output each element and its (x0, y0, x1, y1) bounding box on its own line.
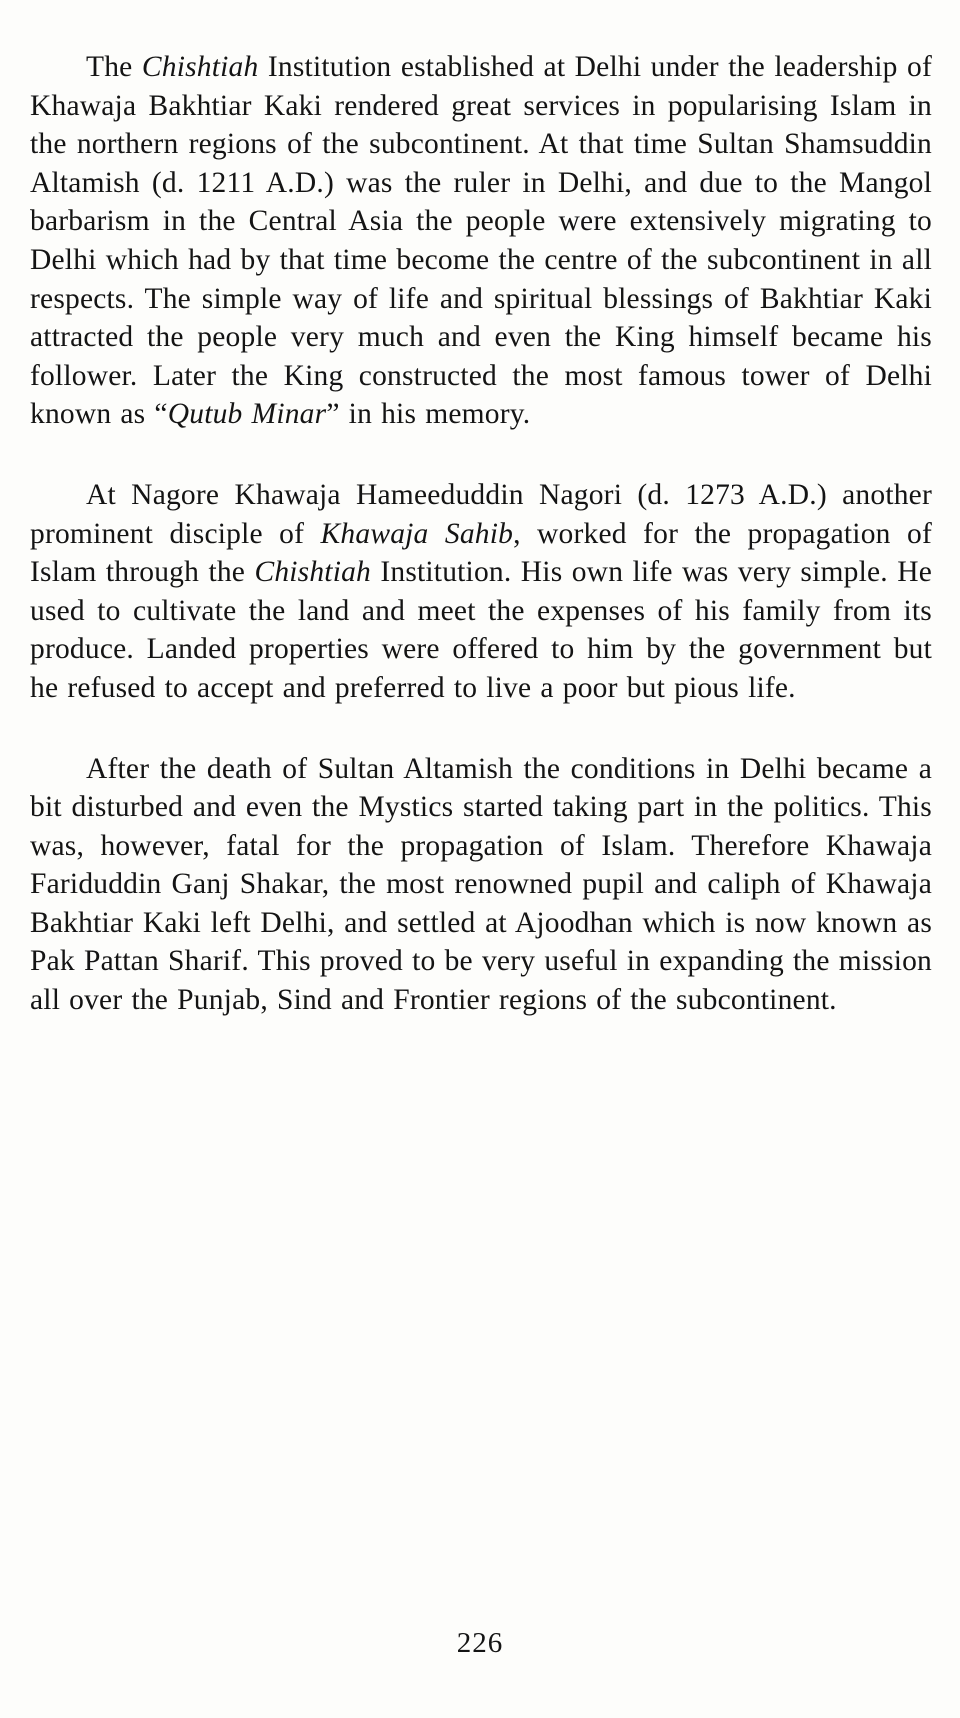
text-segment: After the death of Sultan Altamish the conditions in Delhi became a bit disturbed and even the Mystics started taking part in the politics. This was, however, fatal for the propagation of Islam. Therefore Khawaja Fariduddin Ganj Shakar, the most renowned pupil and caliph of Khawaja Bakhtiar Kaki left Delhi, and settled at Ajoodhan which is now known as Pak Pattan Sharif. This proved to be very useful in expanding the mission all over the Punjab, Sind and Frontier regions of the subcontinent. (30, 752, 932, 1017)
italic-text-segment: Chishtiah (254, 556, 371, 589)
body-text (30, 48, 932, 1020)
text-segment: ” in his memory. (326, 398, 531, 431)
paragraph (30, 750, 932, 1020)
text-segment: , worked for the propagation of Islam through the (30, 517, 932, 589)
italic-text-segment: Chishtiah (141, 51, 259, 83)
text-segment: Institution. His own life was very simple. He used to cultivate the land and meet the expenses of his family from its produce. Landed properties were offered to him by the government but he refused to accept and preferred to live a poor but pious life. (30, 556, 932, 704)
text-segment: The (86, 51, 142, 83)
text-segment: At Nagore Khawaja Hameeduddin Nagori (d. 1273 A.D.) another prominent disciple of (30, 478, 932, 550)
page-number: 226 (456, 1627, 504, 1659)
paragraph (30, 476, 932, 708)
italic-text-segment: Khawaja Sahib (320, 517, 514, 550)
paragraph (30, 48, 932, 434)
italic-text-segment: Qutub Minar (167, 398, 327, 431)
text-segment: Institution established at Delhi under the leadership of Khawaja Bakhtiar Kaki rendered great services in popularising Islam in the northern regions of the subcontinent. At that time Sultan Shamsuddin Altamish (d. 1211 A.D.) was the ruler in Delhi, and due to the Mangol barbarism in the Central Asia the people were extensively migrating to Delhi which had by that time become the centre of the subcontinent in all respects. The simple way of life and spiritual blessings of Bakhtiar Kaki attracted the people very much and even the King himself became his follower. Later the King constructed the most famous tower of Delhi known as “ (30, 51, 932, 431)
